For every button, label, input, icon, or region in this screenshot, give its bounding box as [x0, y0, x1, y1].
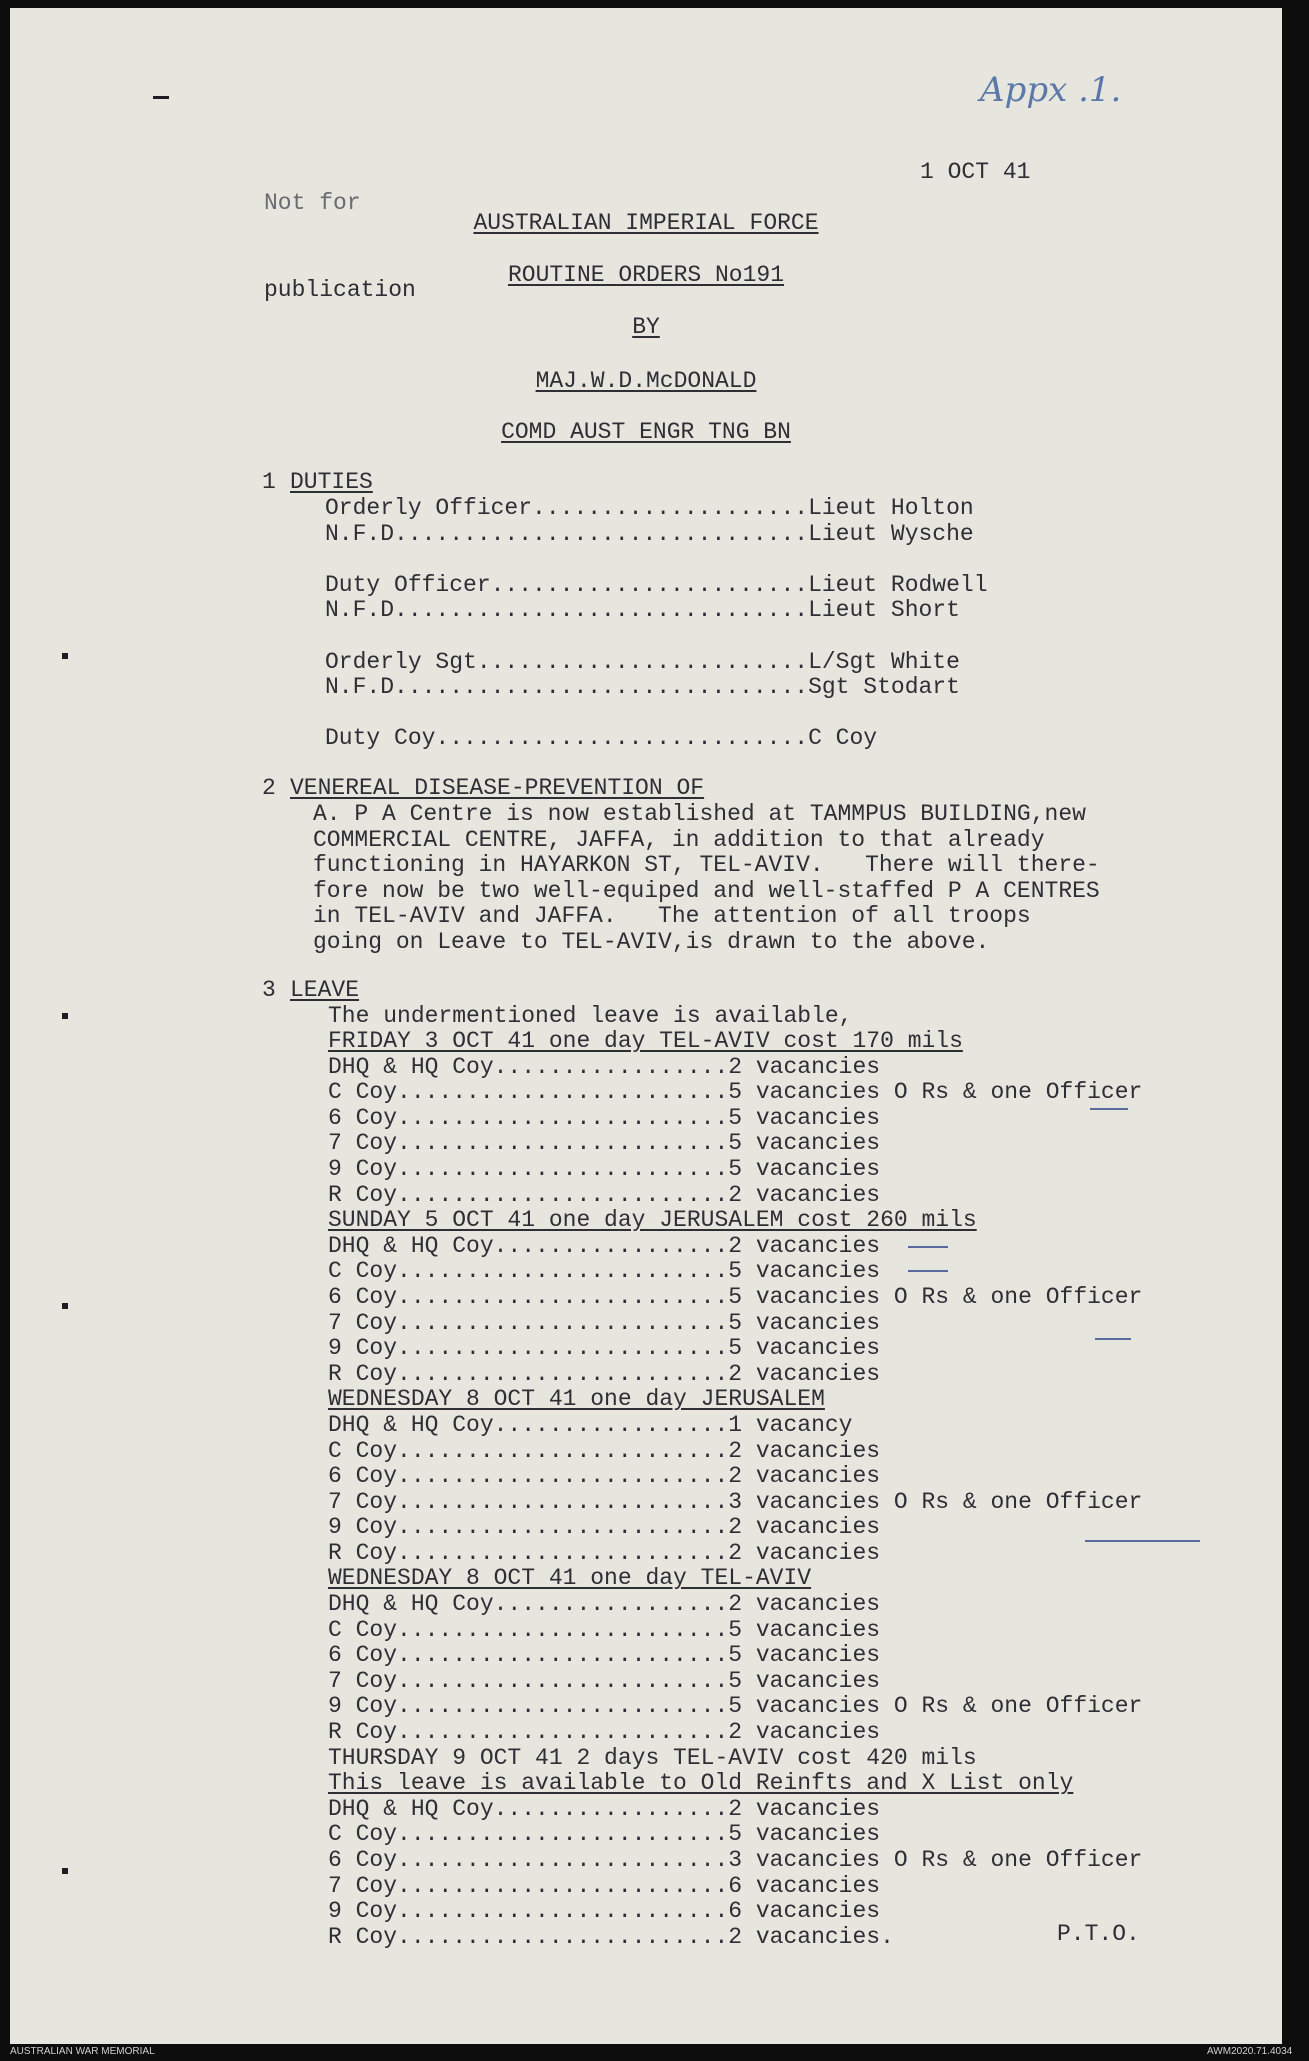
leave-line: DHQ & HQ Coy.................2 vacancies [328, 1053, 881, 1080]
leave-line: DHQ & HQ Coy.................2 vacancies [328, 1232, 881, 1259]
leave-line: R Coy........................2 vacancies [328, 1719, 881, 1746]
leave-line: WEDNESDAY 8 OCT 41 one day TEL-AVIV [328, 1565, 812, 1592]
duty-roster-line: Orderly Sgt........................L/Sgt White [325, 648, 960, 675]
notice-line: fore now be two well-equiped and well-staffed P A CENTRES [313, 877, 1100, 904]
duty-roster-line [325, 701, 988, 727]
leave-line: 9 Coy........................5 vacancies O Rs & one Officer [328, 1693, 1143, 1720]
handwritten-appendix-note: Appx .1. [980, 70, 1122, 110]
notice-line: going on Leave to TEL-AVIV,is drawn to the above. [313, 928, 990, 955]
title-routine-orders: ROUTINE ORDERS No191 [507, 262, 785, 288]
leave-line: 9 Coy........................6 vacancies [328, 1898, 881, 1925]
duty-roster-line: N.F.D..............................Sgt Stodart [325, 674, 960, 701]
pen-mark [908, 1270, 948, 1272]
section-1-heading: DUTIES [290, 469, 373, 495]
notice-line: A. P A Centre is now established at TAMMPUS BUILDING,new [313, 801, 1086, 827]
document-date: 1 OCT 41 [920, 159, 1031, 185]
leave-line: 6 Coy........................2 vacancies [328, 1463, 881, 1490]
leave-line: DHQ & HQ Coy.................1 vacancy [328, 1411, 853, 1438]
pen-mark [908, 1246, 948, 1248]
leave-line: 9 Coy........................5 vacancies [328, 1335, 881, 1362]
leave-line: FRIDAY 3 OCT 41 one day TEL-AVIV cost 170 mils [328, 1028, 963, 1054]
leave-line: 9 Coy........................2 vacancies [328, 1514, 881, 1541]
leave-line: C Coy........................2 vacancies [328, 1437, 881, 1464]
duty-roster-line: Duty Coy...........................C Coy [325, 725, 878, 752]
section-1-number: 1 [262, 469, 276, 495]
leave-line: 6 Coy........................5 vacancies O Rs & one Officer [328, 1283, 1143, 1310]
title-force: AUSTRALIAN IMPERIAL FORCE [473, 210, 819, 236]
margin-mark [153, 96, 169, 99]
duty-roster-line [325, 547, 988, 573]
pen-mark [1090, 1108, 1128, 1110]
leave-line: THURSDAY 9 OCT 41 2 days TEL-AVIV cost 420 mils [328, 1744, 977, 1771]
footer-catalogue-id: AWM2020.71.4034 [1207, 2046, 1293, 2057]
venereal-disease-paragraph [313, 802, 1100, 956]
title-commander-name: MAJ.W.D.McDONALD [535, 368, 757, 394]
section-2-heading: VENEREAL DISEASE-PREVENTION OF [290, 775, 705, 801]
leave-line: 7 Coy........................5 vacancies [328, 1309, 881, 1336]
pen-mark [1085, 1540, 1200, 1542]
pen-mark [1095, 1338, 1131, 1340]
leave-line: R Coy........................2 vacancies [328, 1181, 881, 1208]
notice-line: functioning in HAYARKON ST, TEL-AVIV. There will there- [313, 852, 1100, 879]
leave-line: R Coy........................2 vacancies. [328, 1923, 894, 1950]
please-turn-over: P.T.O. [1057, 1921, 1140, 1947]
stamp-line-1: Not for [264, 190, 361, 216]
leave-line: C Coy........................5 vacancies [328, 1258, 881, 1285]
margin-mark [62, 1303, 68, 1309]
leave-line: R Coy........................2 vacancies [328, 1360, 881, 1387]
notice-line: in TEL-AVIV and JAFFA. The attention of all troops [313, 903, 1031, 930]
leave-line: 7 Coy........................5 vacancies [328, 1130, 881, 1157]
leave-line: C Coy........................5 vacancies [328, 1821, 881, 1848]
leave-line: C Coy........................5 vacancies [328, 1616, 881, 1643]
document-page [10, 8, 1282, 2044]
leave-line: This leave is available to Old Reinfts and X List only [328, 1770, 1074, 1797]
duties-list [325, 496, 988, 752]
margin-mark [62, 1868, 68, 1874]
leave-line: SUNDAY 5 OCT 41 one day JERUSALEM cost 260 mils [328, 1207, 977, 1234]
margin-mark [62, 1013, 68, 1019]
section-3-number: 3 [262, 977, 276, 1003]
title-commander-unit: COMD AUST ENGR TNG BN [501, 419, 791, 445]
duty-roster-line: N.F.D..............................Lieut Wysche [325, 520, 974, 547]
notice-line: COMMERCIAL CENTRE, JAFFA, in addition to that already [313, 826, 1045, 853]
stamp-line-2: publication [264, 277, 416, 303]
leave-line: C Coy........................5 vacancies O Rs & one Officer [328, 1079, 1143, 1106]
leave-line: 6 Coy........................3 vacancies O Rs & one Officer [328, 1847, 1143, 1873]
leave-line: 7 Coy........................5 vacancies [328, 1667, 881, 1694]
title-by: BY [632, 314, 660, 340]
leave-line: 7 Coy........................6 vacancies [328, 1872, 881, 1899]
leave-list [328, 1029, 1142, 1950]
duty-roster-line: Orderly Officer....................Lieut Holton [325, 495, 974, 521]
section-3-heading: LEAVE [290, 977, 360, 1003]
leave-line: 6 Coy........................5 vacancies [328, 1642, 881, 1669]
duty-roster-line [325, 624, 988, 650]
section-2-number: 2 [262, 775, 276, 801]
leave-line: DHQ & HQ Coy.................2 vacancies [328, 1795, 881, 1822]
leave-line: 6 Coy........................5 vacancies [328, 1104, 881, 1131]
leave-line: R Coy........................2 vacancies [328, 1539, 881, 1566]
leave-line: WEDNESDAY 8 OCT 41 one day JERUSALEM [328, 1386, 825, 1413]
leave-line: 9 Coy........................5 vacancies [328, 1155, 881, 1182]
leave-intro: The undermentioned leave is available, [328, 1003, 853, 1029]
leave-line: DHQ & HQ Coy.................2 vacancies [328, 1591, 881, 1618]
footer-archive-name: AUSTRALIAN WAR MEMORIAL [10, 2046, 155, 2057]
margin-mark [62, 653, 68, 659]
duty-roster-line: Duty Officer.......................Lieut Rodwell [325, 571, 988, 598]
leave-line: 7 Coy........................3 vacancies O Rs & one Officer [328, 1488, 1143, 1515]
duty-roster-line: N.F.D..............................Lieut Short [325, 597, 960, 624]
